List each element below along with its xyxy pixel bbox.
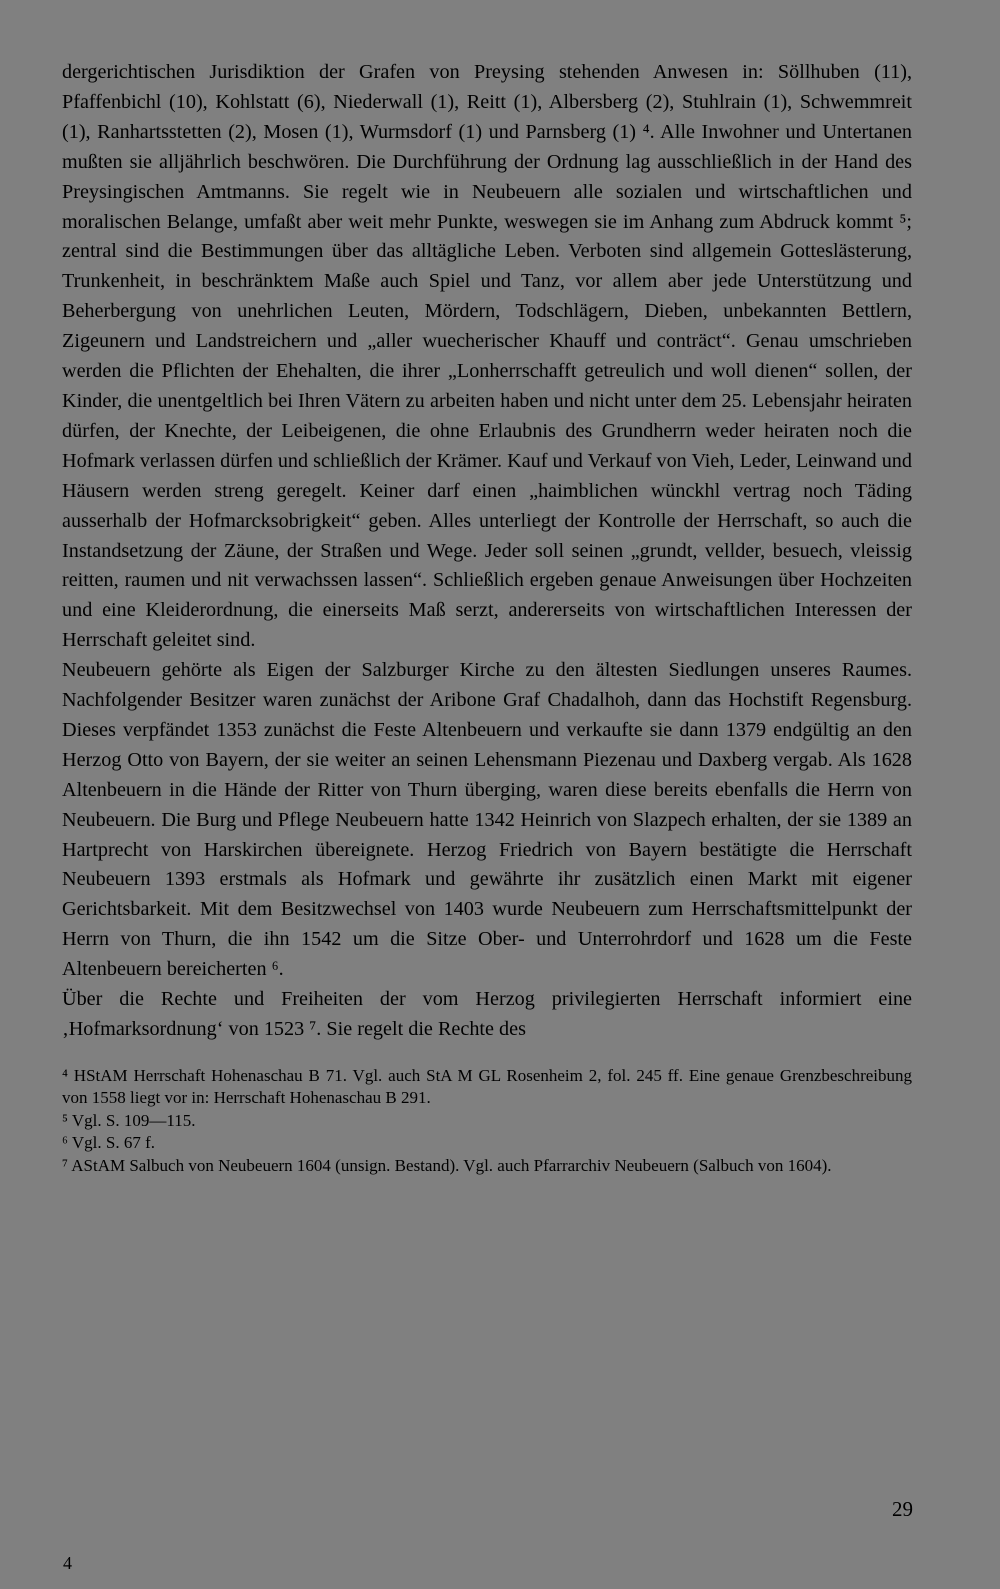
paragraph-hofmark-ordnung: dergerichtischen Jurisdiktion der Grafen von Preysing stehenden Anwesen in: Söllhuben (11), Pfaffenbichl (10), Kohlstatt (6), Niederwall (1), Reitt (1), Albersberg (2), Stuhlrain (1), Schwemmreit (1), Ranhartsstetten (2), Mosen (1), Wurmsdorf (1) und Parnsberg (1) ⁴. Alle Inwohner und Untertanen mußten sie alljährlich beschwören. Die Durchführung der Ordnung lag ausschließlich in der Hand des Preysingischen Amtmanns. Sie regelt wie in Neubeuern alle sozialen und wirtschaftlichen und moralischen Belange, umfaßt aber weit mehr Punkte, weswegen sie im Anhang zum Abdruck kommt ⁵; zentral sind die Bestimmungen über das alltägliche Leben. Verboten sind allgemein Gotteslästerung, Trunkenheit, in beschränktem Maße auch Spiel und Tanz, vor allem aber jede Unterstützung und Beherbergung von unehrlichen Leuten, Mördern, Todschlägern, Dieben, unbekannten Bettlern, Zigeunern und Landstreichern und „aller wuecherischer Khauff und conträct“. Genau umschrieben werden die Pflichten der Ehehalten, die ihrer „Lonherrschafft getreulich und woll dienen“ sollen, der Kinder, die unentgeltlich bei Ihren Vätern zu arbeiten haben und nicht unter dem 25. Lebensjahr heiraten dürfen, der Knechte, der Leibeigenen, die ohne Erlaubnis des Grundherrn weder heiraten noch die Hofmark verlassen dürfen und schließlich der Krämer. Kauf und Verkauf von Vieh, Leder, Leinwand und Häusern werden streng geregelt. Keiner darf einen „haimblichen wünckhl vertrag noch Täding ausserhalb der Hofmarcksobrigkeit“ geben. Alles unterliegt der Kontrolle der Herrschaft, so auch die Instandsetzung der Zäune, der Straßen und Wege. Jeder soll seinen „grundt, vellder, besuech, vleissig reitten, raumen und nit verwachssen lassen“. Schließlich ergeben genaue Anweisungen über Hochzeiten und eine Kleiderordnung, die einerseits Maß serzt, andererseits von wirtschaftlichen Interessen der Herrschaft geleitet sind. [62, 61, 912, 652]
footnote-6: ⁶ Vgl. S. 67 f. [62, 1133, 155, 1153]
footnote-4: ⁴ HStAM Herrschaft Hohenaschau B 71. Vgl. auch StA M GL Rosenheim 2, fol. 245 ff. Eine genaue Grenzbeschreibung von 1558 liegt vor in: Herrschaft Hohenaschau B 291. [62, 1065, 912, 1108]
document-page [62, 58, 912, 1177]
bottom-mark: 4 [63, 1553, 72, 1573]
page-number: 29 [892, 1497, 913, 1521]
footnotes [62, 1065, 912, 1178]
body-text [62, 58, 912, 1045]
footnote-7: ⁷ AStAM Salbuch von Neubeuern 1604 (unsign. Bestand). Vgl. auch Pfarrarchiv Neubeuern (Salbuch von 1604). [62, 1155, 832, 1175]
paragraph-rechte-freiheiten: Über die Rechte und Freiheiten der vom Herzog privilegierten Herrschaft informiert eine ‚Hofmarksordnung‘ von 1523 ⁷. Sie regelt die Rechte des [62, 988, 912, 1040]
paragraph-neubeuern-history: Neubeuern gehörte als Eigen der Salzburger Kirche zu den ältesten Siedlungen unseres Raumes. Nachfolgender Besitzer waren zunächst der Aribone Graf Chadalhoh, dann das Hochstift Regensburg. Dieses verpfändet 1353 zunächst die Feste Altenbeuern und verkaufte sie dann 1379 endgültig an den Herzog Otto von Bayern, der sie weiter an seinen Lehensmann Piezenau und Daxberg vergab. Als 1628 Altenbeuern in die Hände der Ritter von Thurn überging, waren diese bereits ebenfalls die Herrn von Neubeuern. Die Burg und Pflege Neubeuern hatte 1342 Heinrich von Slazpech erhalten, der sie 1389 an Hartprecht von Harskirchen übereignete. Herzog Friedrich von Bayern bestätigte die Herrschaft Neubeuern 1393 erstmals als Hofmark und gewährte ihr zusätzlich einen Markt mit eigener Gerichtsbarkeit. Mit dem Besitzwechsel von 1403 wurde Neubeuern zum Herrschaftsmittelpunkt der Herrn von Thurn, die ihn 1542 um die Sitze Ober- und Unterrohrdorf und 1628 um die Feste Altenbeuern bereicherten ⁶. [62, 659, 912, 981]
footnote-5: ⁵ Vgl. S. 109—115. [62, 1110, 196, 1130]
